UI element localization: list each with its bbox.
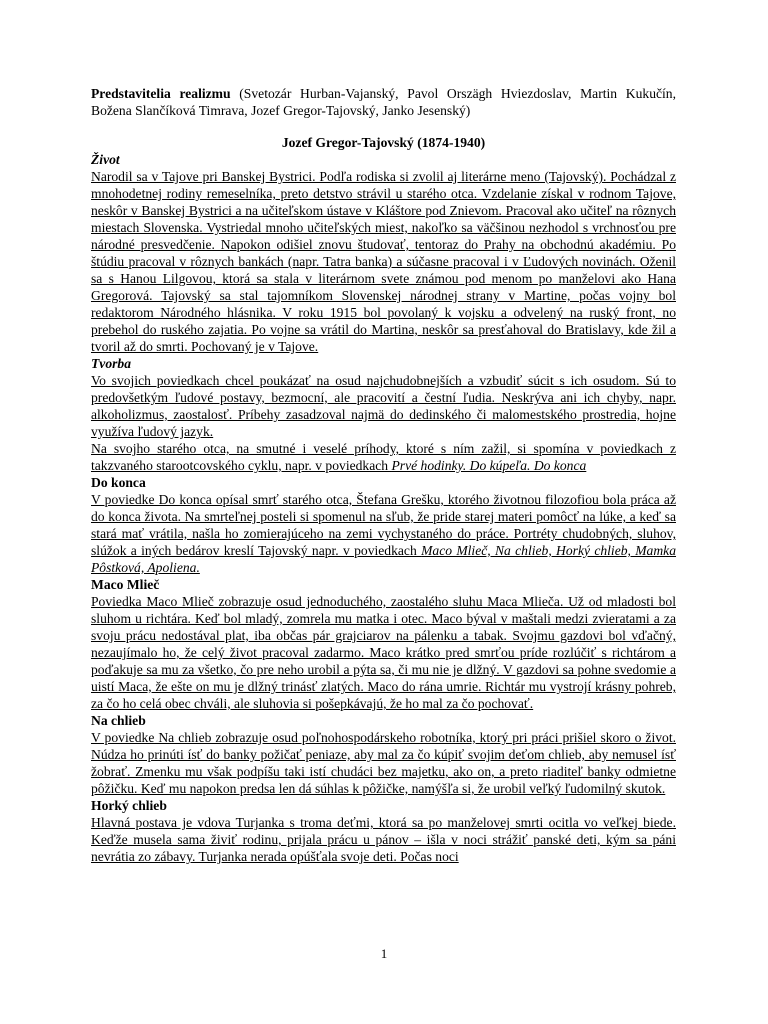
section-heading-do-konca: Do konca [91,475,146,490]
do-konca-titles: Maco Mlieč, Na chlieb, Horký chlieb, Mamka Pôstková, Apoliena. [91,543,677,575]
intro-paragraph [91,85,676,119]
intro-authors: (Svetozár Hurban-Vajanský, Pavol Orszägh Hviezdoslav, Martin Kukučín, Božena Slančíková Timrava, Jozef Gregor-Tajovský, Janko Jesenský) [91,86,676,118]
zivot-paragraph [91,168,676,355]
intro-bold-heading: Predstavitelia realizmu [91,86,231,101]
section-heading-tvorba: Tvorba [91,356,132,371]
do-konca-text: V poviedke Do konca opísal smrť starého otca, Štefana Grešku, ktorého životnou filozofiou bola práca až do konca života. Na smrteľnej posteli si spomenul na sľub, že pride starej materi pomôcť na lúke, a keď sa stará mať vrátila, našla ho zomierajúceho na zemi vychystaného do práce. Portréty chudobných, sluhov, slúžok a iných bedárov kreslí Tajovský napr. v poviedkach [91,492,676,558]
zivot-text: Narodil sa v Tajove pri Banskej Bystrici. Podľa rodiska si zvolil aj literárne meno (Tajovský). Pochádzal z mnohodetnej rodiny remeselníka, preto detstvo strávil u starého otca. Vzdelanie získal v rodnom Tajove, neskôr v Banskej Bystrici a na učiteľskom ústave v Kláštore pod Znievom. Pracoval ako učiteľ na rôznych miestach Slovenska. Vystriedal mnoho učiteľských miest, nakoľko sa väčšinou nezhodol s vrchnosťou pre národné presvedčenie. Napokon odišiel znovu študovať, tentoraz do Prahy na obchodnú akadémiu. Po štúdiu pracoval v rôznych bankách (napr. Tatra banka) a súčasne pracoval i v Ľudových novinách. Oženil sa s Hanou Lilgovou, ktorá sa stala v literárnom svete známou pod menom po manželovi ako Hana Gregorová. Tajovský sa stal tajomníkom Slovenskej národnej strany v Martine, počas vojny bol redaktorom Národného hlásnika. V roku 1915 bol povolaný k vojsku a odvelený na ruský front, no prebehol do ruského zajatia. Po vojne sa vrátil do Martina, neskôr sa presťahoval do Bratislavy, kde žil a tvoril až do smrti. Pochovaný je v Tajove. [91,169,676,354]
horky-chlieb-paragraph [91,814,676,865]
section-heading-horky-chlieb: Horký chlieb [91,798,167,813]
document-page [91,85,676,865]
na-chlieb-text: V poviedke Na chlieb zobrazuje osud poľnohospodárskeho robotníka, ktorý pri práci prišiel skoro o život. Núdza ho prinúti ísť do banky požičať peniaze, aby mal za čo kúpiť svojim deťom chlieb, aby nemusel ísť žobrať. Zmenku mu však podpíšu taki istí chudáci bez majetku, ako on, a preto riaditeľ banky odmietne pôžičku. Keď mu napokon predsa len dá súhlas k pôžičke, namýšľa si, že urobil veľký ľudomilný skutok. [91,730,676,796]
maco-mliec-text: Poviedka Maco Mlieč zobrazuje osud jednoduchého, zaostalého sluhu Maca Mlieča. Už od mladosti bol sluhom u richtára. Keď bol mladý, zomrela mu matka i otec. Maco býval v maštali medzi zvieratami a za svoju prácu nedostával plat, iba občas pár grajciarov na pálenku a tabak. Svojmu gazdovi bol vďačný, nezaujímalo ho, že celý život pracoval zadarmo. Maco krátko pred smrťou príde rozlúčiť s richtárom a poďakuje sa mu za všetko, čo pre neho urobil a pýta sa, či mu nie je dlžný. V gazdovi sa pohne svedomie a uistí Maca, že ešte on mu je dlžný trinásť zlatých. Maco do rána umrie. Richtár mu vystrojí krásny pohreb, za čo ho celá obec chváli, ale sluhovia si pošepkávajú, že ho mal za čo pochovať. [91,594,676,711]
document-title: Jozef Gregor-Tajovský (1874-1940) [281,135,486,150]
tvorba-text-1: Vo svojich poviedkach chcel poukázať na osud najchudobnejších a vzbudiť súcit s ich osudom. Sú to predovšetkým ľudové postavy, bezmocní, ale pracovití a čestní ľudia. Neskrýva ani ich chyby, napr. alkoholizmus, zaostalosť. Príbehy zasadzoval najmä do dedinského či malomestského prostredia, hojne využíva ľudový jazyk. [91,373,676,439]
section-heading-maco-mliec: Maco Mlieč [91,577,160,592]
do-konca-paragraph [91,491,676,576]
section-heading-na-chlieb: Na chlieb [91,713,146,728]
tvorba-paragraph-1 [91,372,676,440]
tvorba-text-2: Na svojho starého otca, na smutné i veselé príhody, ktoré s ním zažil, si spomína v poviedkach z takzvaného starootcovského cyklu, napr. v poviedkach [91,441,676,473]
section-heading-zivot: Život [91,152,120,167]
page-number: 1 [380,946,388,961]
na-chlieb-paragraph [91,729,676,797]
tvorba-titles: Prvé hodinky. Do kúpeľa. Do konca [391,458,587,473]
tvorba-paragraph-2 [91,440,676,474]
horky-chlieb-text: Hlavná postava je vdova Turjanka s troma deťmi, ktorá sa po manželovej smrti ocitla vo veľkej biede. Keďže musela sama živiť rodinu, prijala prácu u pánov – išla v noci strážiť panské deti, kým sa páni nevrátia zo zábavy. Turjanka nerada opúšťala svoje deti. Počas noci [91,815,676,864]
maco-mliec-paragraph [91,593,676,712]
